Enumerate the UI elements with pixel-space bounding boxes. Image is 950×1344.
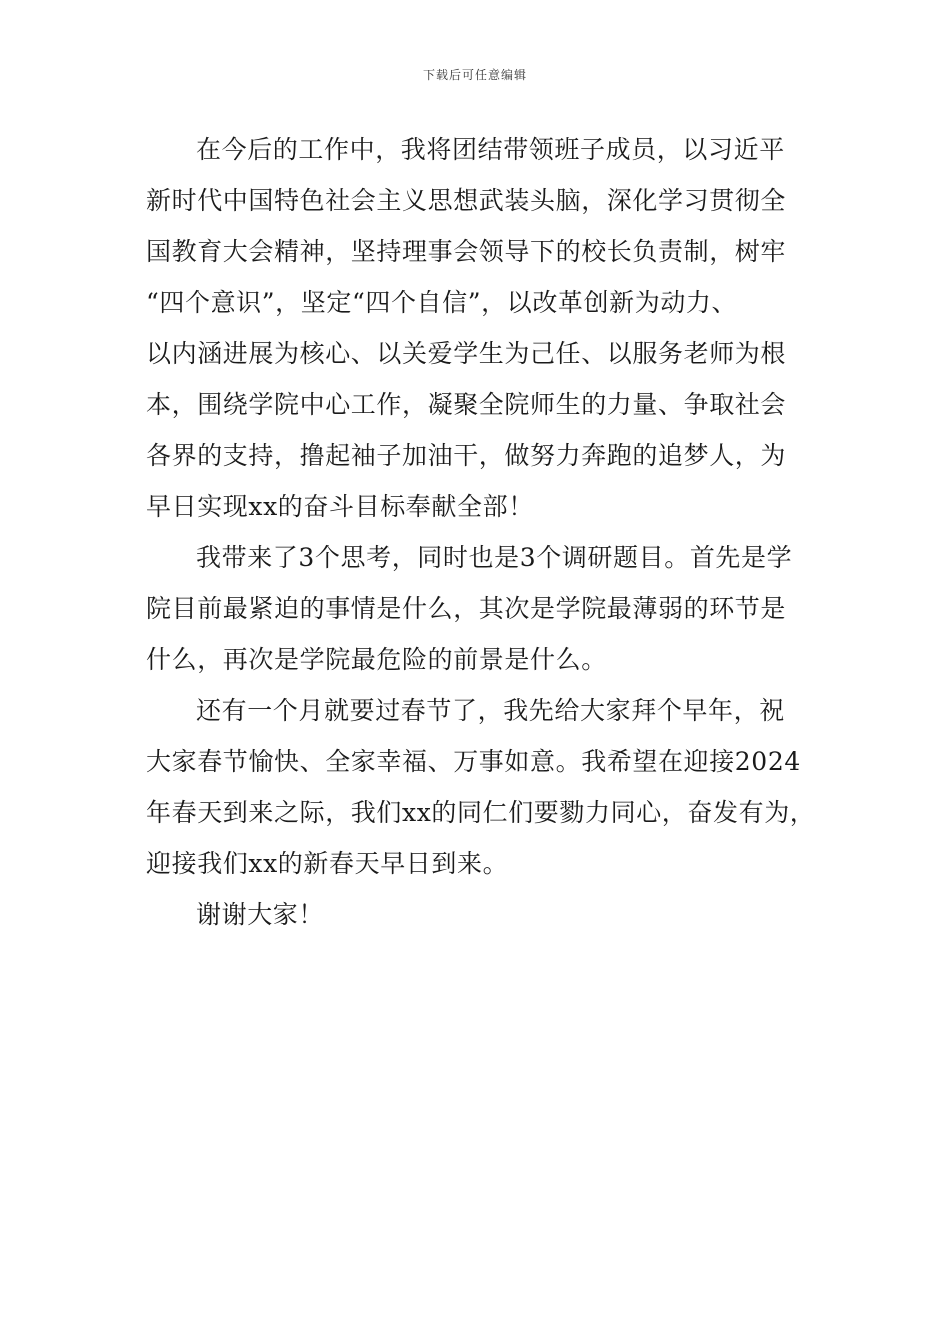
text-line: 什么，再次是学院最危险的前景是什么。 xyxy=(146,645,607,674)
text-line: 院目前最紧迫的事情是什么，其次是学院最薄弱的环节是 xyxy=(146,594,787,623)
text-line: 在今后的工作中，我将团结带领班子成员，以习近平 xyxy=(196,135,785,164)
paragraph-3 xyxy=(146,685,816,889)
text-line: 大家春节愉快、全家幸福、万事如意。我希望在迎接2024 xyxy=(146,747,801,776)
paragraph-1 xyxy=(146,124,810,532)
text-line: 早日实现xx的奋斗目标奉献全部！ xyxy=(146,492,534,521)
text-line: 本，围绕学院中心工作，凝聚全院师生的力量、争取社会 xyxy=(146,390,787,419)
text-line: 新时代中国特色社会主义思想武装头脑，深化学习贯彻全 xyxy=(146,186,787,215)
text-line: 迎接我们xx的新春天早日到来。 xyxy=(146,849,509,878)
text-line: 我带来了3个思考，同时也是3个调研题目。首先是学 xyxy=(196,543,793,572)
text-line: “四个意识”，坚定“四个自信”，以改革创新为动力、 xyxy=(146,288,738,317)
text-line: 各界的支持，撸起袖子加油干，做努力奔跑的追梦人，为 xyxy=(146,441,787,470)
text-line: 国教育大会精神，坚持理事会领导下的校长负责制，树牢 xyxy=(146,237,787,266)
page-header: 下载后可任意编辑 xyxy=(422,68,527,82)
text-line: 还有一个月就要过春节了，我先给大家拜个早年，祝 xyxy=(196,696,785,725)
text-line: 年春天到来之际，我们xx的同仁们要勠力同心，奋发有为， xyxy=(146,798,816,827)
text-line: 谢谢大家！ xyxy=(196,900,325,929)
document-body xyxy=(146,124,816,940)
paragraph-4 xyxy=(146,889,810,940)
text-line: 以内涵进展为核心、以关爱学生为己任、以服务老师为根 xyxy=(146,339,787,368)
paragraph-2 xyxy=(146,532,810,685)
